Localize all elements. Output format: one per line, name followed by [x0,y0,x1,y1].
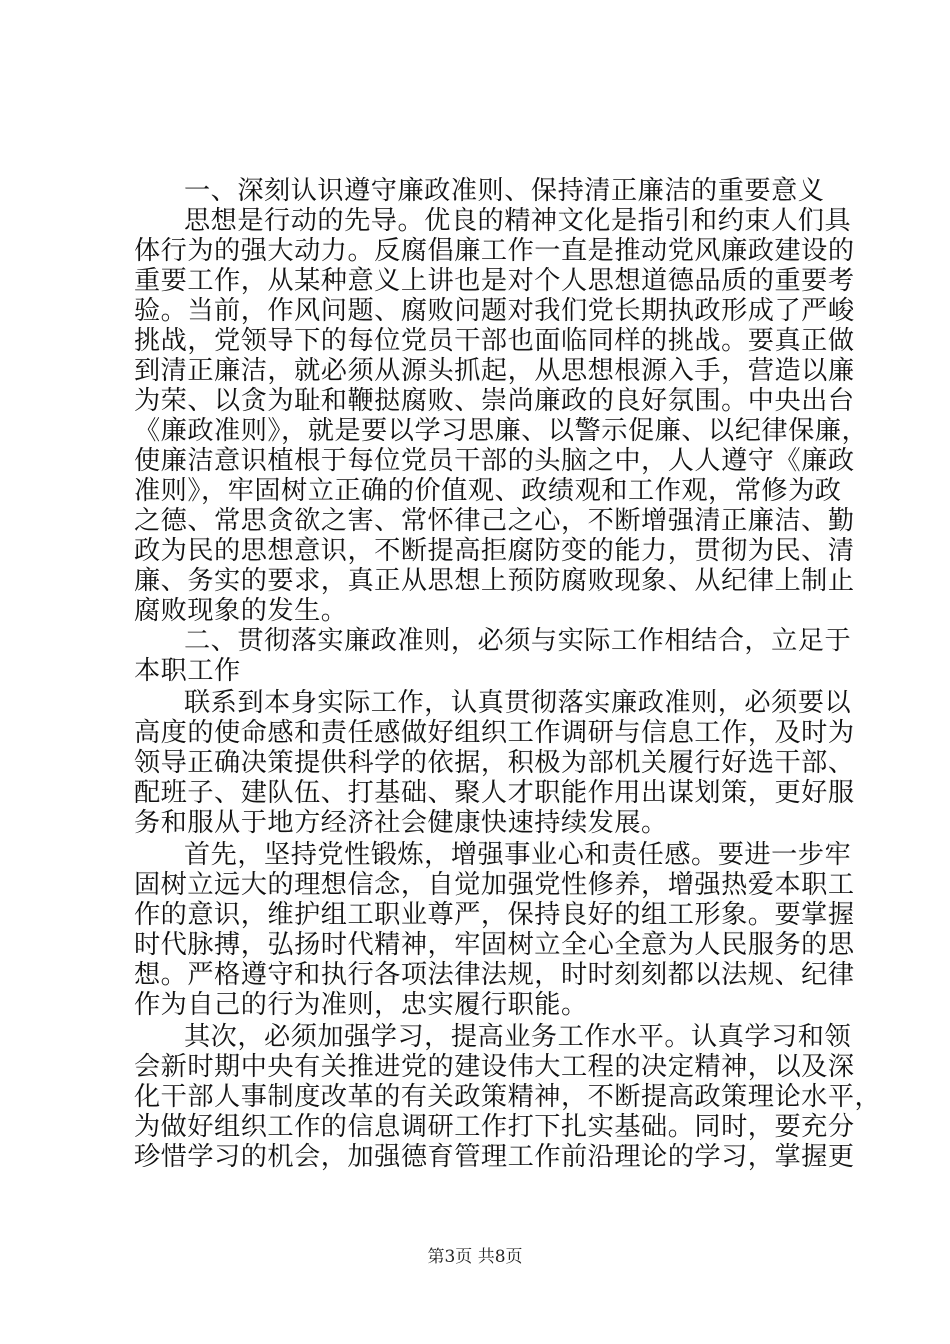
paragraph-line: 思想是行动的先导。优良的精神文化是指引和约束人们具 [184,206,852,236]
paragraph-line: 固树立远大的理想信念，自觉加强党性修养，增强热爱本职工 [134,870,855,900]
paragraph-line: 验。当前，作风问题、腐败问题对我们党长期执政形成了严峻 [134,296,855,326]
paragraph-line: 务和服从于地方经济社会健康快速持续发展。 [134,808,668,838]
paragraph-line: 联系到本身实际工作，认真贯彻落实廉政准则，必须要以 [184,688,852,718]
paragraph-line: 腐败现象的发生。 [134,596,348,626]
page-number-footer: 第3页 共8页 [427,1247,523,1267]
paragraph-line: 挑战，党领导下的每位党员干部也面临同样的挑战。要真正做 [134,326,855,356]
paragraph-line: 珍惜学习的机会，加强德育管理工作前沿理论的学习，掌握更 [134,1142,855,1172]
paragraph-line: 体行为的强大动力。反腐倡廉工作一直是推动党风廉政建设的 [134,236,855,266]
paragraph-line: 化干部人事制度改革的有关政策精神，不断提高政策理论水平， [134,1082,882,1112]
paragraph-line: 作的意识，维护组工职业尊严，保持良好的组工形象。要掌握 [134,900,855,930]
paragraph-line: 时代脉搏，弘扬时代精神，牢固树立全心全意为人民服务的思 [134,930,855,960]
paragraph-line: 之德、常思贪欲之害、常怀律己之心，不断增强清正廉洁、勤 [134,506,855,536]
paragraph-line: 高度的使命感和责任感做好组织工作调研与信息工作，及时为 [134,718,855,748]
section-heading-2: 二、贯彻落实廉政准则，必须与实际工作相结合，立足于 [184,626,852,656]
paragraph-line: 领导正确决策提供科学的依据，积极为部机关履行好选干部、 [134,748,855,778]
paragraph-line: 首先，坚持党性锻炼，增强事业心和责任感。要进一步牢 [184,840,852,870]
paragraph-line: 政为民的思想意识，不断提高拒腐防变的能力，贯彻为民、清 [134,536,855,566]
paragraph-line: 配班子、建队伍、打基础、聚人才职能作用出谋划策，更好服 [134,778,855,808]
paragraph-line: 会新时期中央有关推进党的建设伟大工程的决定精神，以及深 [134,1052,855,1082]
section-heading-1: 一、深刻认识遵守廉政准则、保持清正廉洁的重要意义 [184,176,825,206]
paragraph-line: 廉、务实的要求，真正从思想上预防腐败现象、从纪律上制止 [134,566,855,596]
section-heading-2-continued: 本职工作 [134,656,241,686]
paragraph-line: 到清正廉洁，就必须从源头抓起，从思想根源入手，营造以廉 [134,356,855,386]
paragraph-line: 作为自己的行为准则，忠实履行职能。 [134,990,588,1020]
paragraph-line: 《廉政准则》，就是要以学习思廉、以警示促廉、以纪律保廉， [134,416,869,446]
paragraph-line: 为荣、以贪为耻和鞭挞腐败、崇尚廉政的良好氛围。中央出台 [134,386,855,416]
paragraph-line: 重要工作，从某种意义上讲也是对个人思想道德品质的重要考 [134,266,855,296]
paragraph-line: 准则》，牢固树立正确的价值观、政绩观和工作观，常修为政 [134,476,842,506]
paragraph-line: 想。严格遵守和执行各项法律法规，时时刻刻都以法规、纪律 [134,960,855,990]
paragraph-line: 其次，必须加强学习，提高业务工作水平。认真学习和领 [184,1022,852,1052]
paragraph-line: 为做好组织工作的信息调研工作打下扎实基础。同时，要充分 [134,1112,855,1142]
paragraph-line: 使廉洁意识植根于每位党员干部的头脑之中，人人遵守《廉政 [134,446,855,476]
